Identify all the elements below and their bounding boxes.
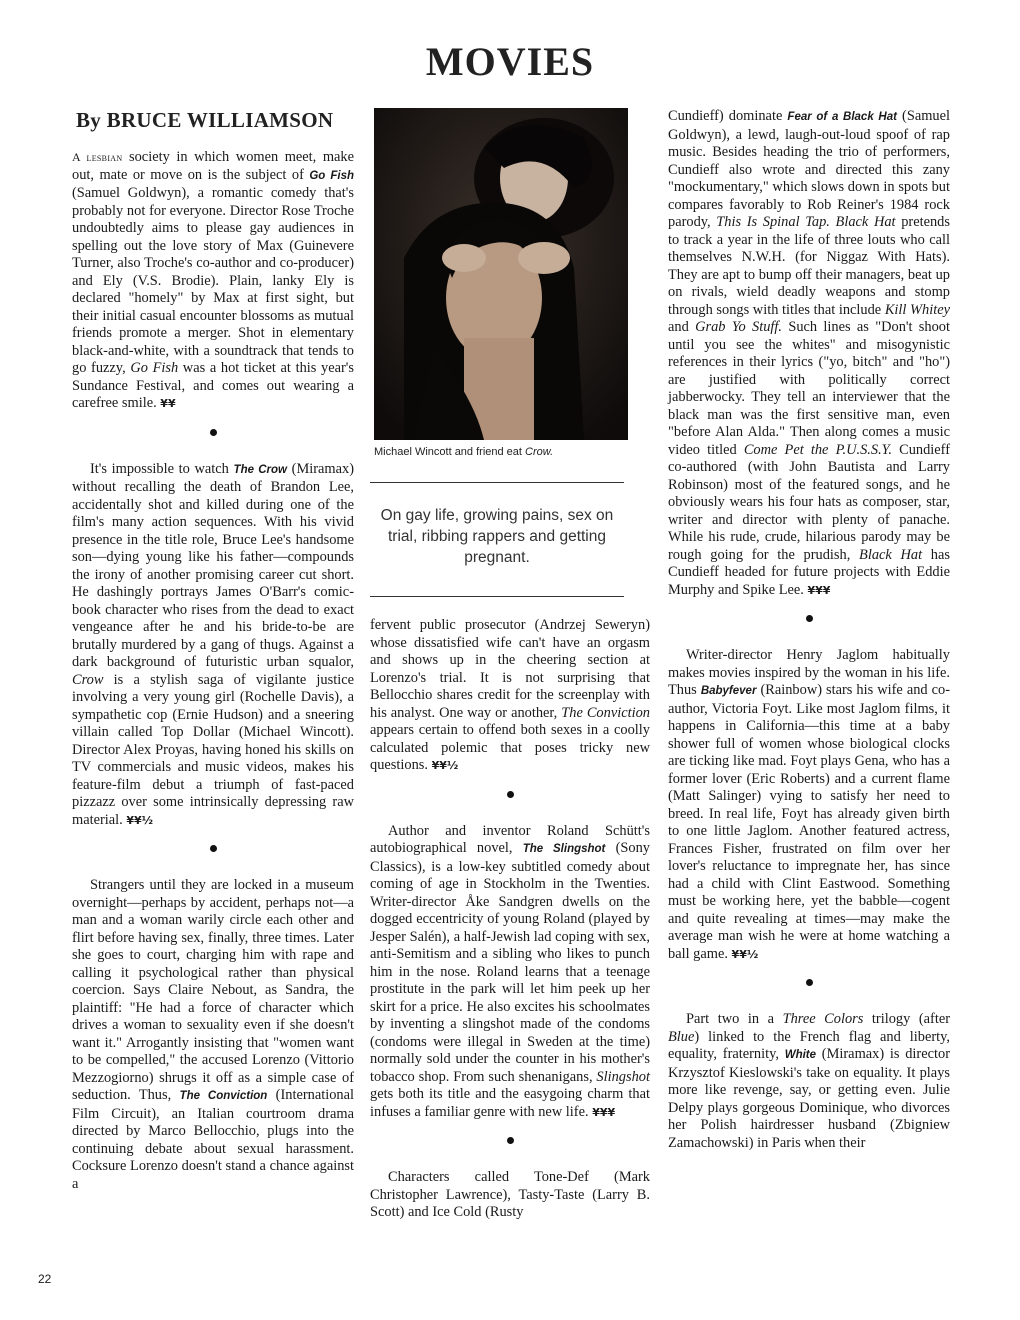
review-text: Strangers until they are locked in a museum overnight—perhaps by accident, perhaps not—a man and a woman warily circle each other and flirt before having sex, finally, three times. Later she goes to court, charging him with rape and calling it psychological rather than physical coercion. Says Claire Nebout, as Sandra, the plaintiff: "He had a force of character which drives a woman to sexuality even if she doesn't want it." Arrogantly insisting that "women want to be compelled," the accused Lorenzo (Vittorio Mezzogiorno) shrugs it off as a simple case of seduction. Thus, [72,877,354,1103]
review-text: is a stylish saga of vigilante justice involving a very young girl (Rochelle Davis), a sympathetic cop (Ernie Hudson) and a sneering villain called Top Dollar (Michael Wincott). Director Alex Proyas, having honed his skills on TV commercials and music videos, makes his feature-film debut a triumph of fast-paced pizzazz over some intrinsically depressing raw material. [72,671,354,828]
column-1 [72,108,354,1193]
movie-title-italic: Crow [72,671,104,688]
song-title: Grab Yo Stuff. [695,319,782,335]
review-text: appears certain to offend both sexes in a coolly calculated polemic that poses tricky new questions. [370,722,650,773]
rating: ¥¥ [160,397,176,410]
byline: By BRUCE WILLIAMSON [76,108,334,132]
review-text: Part two in a [686,1011,783,1027]
review-text: society in which women meet, make out, mate or move on is the subject of [72,149,354,183]
review-text: was a hot ticket at this year's Sundance Festival, and comes out wearing a carefree smile. [72,360,354,411]
movie-reference: Blue [668,1028,695,1045]
movie-title: The Crow [233,463,287,476]
review-babyfever [668,647,950,963]
review-text: and [668,319,696,335]
pullquote: On gay life, growing pains, sex on trial, ribbing rappers and getting pregnant. [380,507,614,566]
page-number: 22 [38,1272,52,1286]
review-black-hat [668,108,950,599]
review-text: Characters called Tone-Def (Mark Christopher Lawrence), Tasty-Taste (Larry B. Scott) and Ice Cold (Rusty [370,1169,650,1220]
column-2 [370,108,650,1222]
movie-title-italic: Go Fish [130,360,179,376]
movie-still-photo [374,108,628,440]
review-text: (Miramax) without recalling the death of Brandon Lee, accidentally shot and killed during one of the film's many action sequences. With his vivid presence in the title role, Bruce Lee's handsome son—dying young like his father—compounds the irony of another promising career cut short. He dashingly portrays James O'Barr's comic-book character who rises from the dead to exact vengeance after he and his bride-to-be are brutally murdered by a gang of thugs. Against a dark background of futuristic urban squalor, [72,460,354,670]
review-text: has Cundieff headed for future projects with Eddie Murphy and Spike Lee. [668,546,950,598]
review-text: (Samuel Goldwyn), a romantic comedy that's probably not for everyone. Director Rose Troche undoubtedly aims to please gay audiences in spelling out the love story of Max (Guinevere Turner, also Troche's co-author and co-producer) and Ely (V.S. Brodie). Plain, lanky Ely is declared "homely" by Max at first sight, but their initial casual encounter blossoms as mutual friends promote a merger. Shot in elementary black-and-white, with a soundtrack that tends to go fuzzy, [72,185,354,376]
review-black-hat-start [370,1169,650,1222]
movie-title-italic: The Conviction [561,704,650,721]
caption-text: Michael Wincott and friend eat [374,446,526,458]
rating: ¥¥½ [126,813,154,827]
rating: ¥¥½ [731,947,759,961]
movie-title: White [784,1049,817,1061]
section-bullet [72,427,354,439]
movie-title: Fear of a Black Hat [787,111,897,123]
song-title: Kill Whitey [884,301,951,318]
divider-rule [370,482,624,483]
review-text: ) linked to the French flag and liberty, equality, fraternity, [668,1028,950,1062]
caption-title: Crow. [525,446,554,458]
rating: ¥¥¥ [807,583,831,597]
section-bullet [72,843,354,855]
divider-rule [370,596,624,597]
review-text: (Rainbow) stars his wife and co-author, Victoria Foyt. Like most Jaglom films, it happens in California—this time at a baby shower full of women whose biological clocks are ticking like mad. Foyt plays Gena, who has a former lover (Eric Roberts) and a current flame (Matt Salinger) vying to satisfy her need to breed. In real life, Foyt has already given birth to one little Jaglom. Another featured actress, Frances Fisher, frustrated on film over her lover's reluctance to impregnate her, has since had a child with Clint Eastwood. Something must be working here, yet the babble—cogent and quite revealing at times—may make the average man wish he were at home watching a ball game. [668,682,950,962]
review-text: (Miramax) is director Krzysztof Kieslowski's take on equality. It plays more like revenge, say, or getting even. Julie Delpy plays gorgeous Dominique, who divorces her Polish hairdresser husband (Zbigniew Zamachowski) in Paris when their [668,1046,950,1151]
review-conviction [72,877,354,1193]
review-go-fish [72,149,354,413]
review-crow [72,461,354,830]
review-text: gets both its title and the easygoing charm that infuses a familiar genre with new life. [370,1086,650,1120]
review-text: (International Film Circuit), an Italian courtroom drama directed by Marco Bellocchio, plugs into the continuing debate about sexual harassment. Cocksure Lorenzo doesn't stand a chance against a [72,1087,354,1192]
column-3 [668,108,950,1152]
section-bullet [668,977,950,989]
review-text: trilogy (after [863,1011,951,1027]
rating: ¥¥¥ [592,1105,616,1119]
photo-illustration [374,108,628,440]
review-text: Writer-director Henry Jaglom habitually makes movies inspired by the woman in his life. Thus [668,647,950,698]
review-text: Cundieff co-authored (with John Bautista and Larry Robinson) most of the featured songs, and he obviously wears his four hats as composer, star, writer and director with plenty of panache. While his rude, crude, hilarious parody may be rough going for the prudish, [668,441,950,563]
movie-reference: This Is Spinal Tap. Black Hat [716,214,896,230]
review-text: It's impossible to watch [90,460,234,477]
review-text: pretends to track a year in the life of three louts who call themselves N.W.H. (for Niggaz With Hats). They are apt to bump off their managers, beat up on rivals, wield deadly weapons and stomp through songs with titles that include [668,214,950,318]
movie-title: Go Fish [309,169,354,182]
section-bullet [370,1135,650,1147]
movie-reference: Three Colors [782,1011,864,1027]
section-title: MOVIES [425,39,595,84]
review-slingshot [370,823,650,1122]
review-text: Author and inventor Roland Schütt's autobiographical novel, [370,822,650,856]
review-text: (Samuel Goldwyn), a lewd, laugh-out-loud spoof of rap music. Besides heading the trio of performers, Cundieff also wrote and directed this zany "mockumentary," which slows down in spots but compares favorably to Rob Reiner's 1984 rock parody, [668,108,950,230]
section-bullet [370,789,650,801]
photo-caption [374,446,650,458]
movie-reference: Black Hat [859,546,923,563]
review-white [668,1011,950,1152]
review-text: fervent public prosecutor (Andrzej Seweryn) whose dissatisfied wife can't have an orgasm and shows up in the cheering section at Lorenzo's trial. It is not surprising that Bellocchio shares credit for the screenplay with his analyst. One way or another, [370,617,650,721]
review-text: Such lines as "Don't shoot until you see the whites" and misogynistic references in their lyrics ("yo, bitch" and "ho") are justified with politically correct jabberwocky. They tell an interviewer that the black man was the first sensitive man, even "before Alan Alda." Then along comes a music video titled [668,319,950,458]
movie-title: The Slingshot [522,843,606,855]
review-conviction-continued [370,617,650,775]
lead-in: A lesbian [72,150,123,164]
movie-title-italic: Slingshot [596,1068,650,1085]
rating: ¥¥½ [431,759,459,772]
video-title: Come Pet the P.U.S.S.Y. [743,441,892,458]
movie-title: The Conviction [179,1090,268,1102]
review-text: (Sony Classics), is a low-key subtitled comedy about coming of age in Stockholm in the Twenties. Writer-director Åke Sandgren dwells on the dogged eccentricity of young Roland (played by Jesper Salén), a half-Jewish lad coping with sex, anti-Semitism and a sibling who likes to punch him in the nose. Roland learns that a teenage prostitute in the park will let him peek up her skirt for a price. He also excites his schoolmates by inventing a slingshot made of the condoms (condoms were illegal in Sweden at the time) normally sold under the counter in his mother's tobacco shop. From such shenanigans, [370,840,650,1085]
movie-title: Babyfever [700,685,757,697]
section-bullet [668,613,950,625]
review-text: Cundieff) dominate [668,108,788,124]
